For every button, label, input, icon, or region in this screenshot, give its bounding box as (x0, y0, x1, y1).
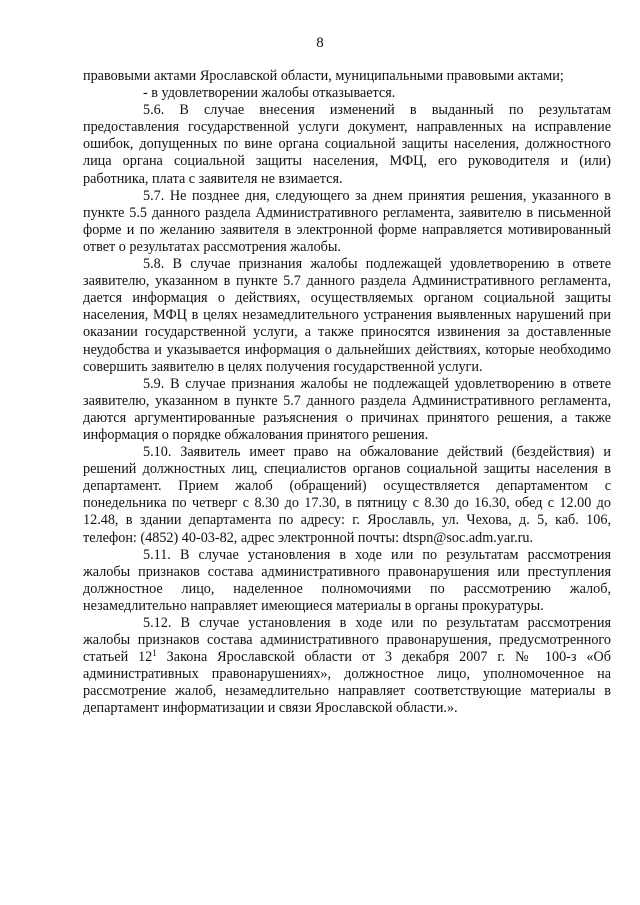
article-superscript: 1 (152, 648, 157, 659)
paragraph-5-12 (83, 615, 611, 718)
paragraph-refusal-item: - в удовлетворении жалобы отказывается. (143, 85, 396, 102)
page-number: 8 (316, 35, 324, 51)
paragraph-5-11: 5.11. В случае установления в ходе или по результатам рассмотрения жалобы признаков состава административного правонарушения или преступления должностное лицо, наделенное полномочиями по рассмотрению жалоб, незамедлительно направляет имеющиеся материалы в органы прокуратуры. (83, 546, 611, 614)
paragraph-5-7: 5.7. Не позднее дня, следующего за днем принятия решения, указанного в пункте 5.5 данного раздела Административного регламента, заявителю в письменной форме и по желанию заявителя в электронной форме направляется мотивированный ответ о результатах рассмотрения жалобы. (83, 187, 611, 255)
paragraph-continuation: правовыми актами Ярославской области, муниципальными правовыми актами; (83, 68, 564, 84)
document-body (83, 68, 611, 718)
paragraph-5-12-text-end: Закона Ярославской области от 3 декабря 2007 г. № 100-з «Об административных правонарушениях», должностное лицо, уполномоченное на рассмотрение жалоб, незамедлительно направляет соответствующие материалы в департамент информатизации и связи Ярославской области.». (83, 649, 611, 717)
paragraph-5-6: 5.6. В случае внесения изменений в выданный по результатам предоставления государственной услуги документ, направленных на исправление ошибок, допущенных по вине органа социальной защиты населения, должностного лица органа социальной защиты населения, МФЦ, его руководителя и (или) работника, плата с заявителя не взимается. (83, 102, 611, 187)
paragraph-5-12-text-start: 5.12. В случае установления в ходе или по результатам рассмотрения жалобы признаков состава административного правонарушения, предусмотренного статьей 12 (83, 615, 611, 666)
paragraph-5-9: 5.9. В случае признания жалобы не подлежащей удовлетворению в ответе заявителю, указанном в пункте 5.7 данного раздела Административного регламента, даются аргументированные разъяснения о причинах принятого решения, а также информация о порядке обжалования принятого решения. (83, 375, 611, 443)
paragraph-5-10: 5.10. Заявитель имеет право на обжалование действий (бездействия) и решений должностных лиц, специалистов органов социальной защиты населения в департамент. Прием жалоб (обращений) осуществляется департаментом с понедельника по четверг с 8.30 до 17.30, в пятницу с 8.30 до 16.30, обед с 12.00 до 12.48, в здании департамента по адресу: г. Ярославль, ул. Чехова, д. 5, каб. 106, телефон: (4852) 40-03-82, адрес электронной почты: dtspn@soc.adm.yar.ru. (83, 444, 611, 546)
paragraph-5-8: 5.8. В случае признания жалобы подлежащей удовлетворению в ответе заявителю, указанном в пункте 5.7 данного раздела Административного регламента, дается информация о действиях, осуществляемых органом социальной защиты населения, МФЦ в целях незамедлительного устранения выявленных нарушений при оказании государственной услуги, а также приносятся извинения за доставленные неудобства и указывается информация о дальнейших действиях, которые необходимо совершить заявителю в целях получения государственной услуги. (83, 256, 611, 375)
